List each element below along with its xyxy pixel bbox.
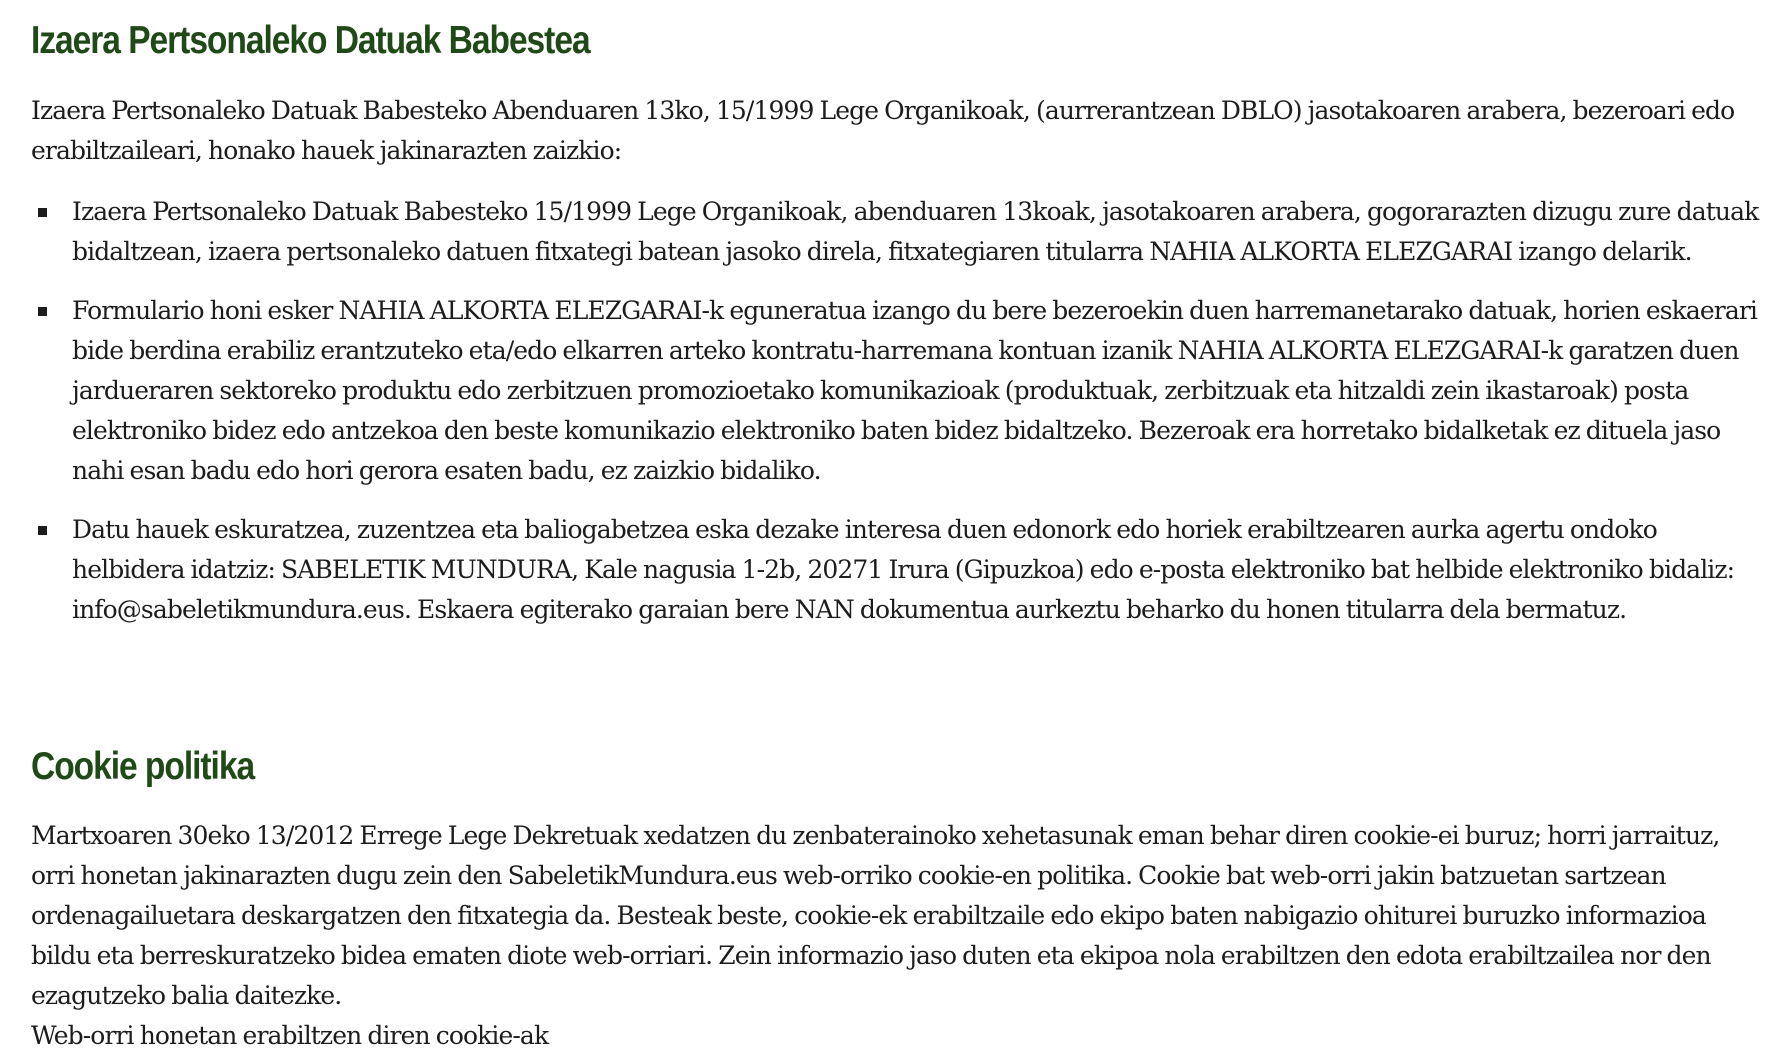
square-bullet-icon [38, 208, 47, 217]
square-bullet-icon [38, 526, 47, 535]
list-item [31, 192, 1766, 272]
square-bullet-icon [38, 307, 47, 316]
cookie-heading: Cookie politika [31, 745, 255, 788]
privacy-list [31, 192, 1766, 649]
list-item-text: Datu hauek eskuratzea, zuzentzea eta baliogabetzea eska dezake interesa duen edonork edo horiek erabiltzearen aurka agertu ondoko helbidera idatziz: SABELETIK MUNDURA, Kale nagusia 1-2b, 20271 Irura (Gipuzkoa) edo e-posta elektroniko bat helbide elektroniko bidaliz: info@sabeletikmundura.eus. Eskaera egiterako garaian bere NAN dokumentua aurkeztu beharko du honen titularra dela bermatuz. [72, 515, 1735, 624]
list-item [31, 510, 1766, 630]
cookie-subtext: Web-orri honetan erabiltzen diren cookie-ak [31, 1021, 549, 1050]
cookie-paragraph: Martxoaren 30eko 13/2012 Errege Lege Dekretuak xedatzen du zenbaterainoko xehetasunak eman behar diren cookie-ei buruz; horri jarraituz, orri honetan jakinarazten dugu zein den SabeletikMundura.eus web-orriko cookie-en politika. Cookie bat web-orri jakin batzuetan sartzean ordenagailuetara deskargatzen den fitxategia da. Besteak beste, cookie-ek erabiltzaile edo ekipo baten nabigazio ohiturei buruzko informazioa bildu eta berreskuratzeko bidea ematen diote web-orriari. Zein informazio jaso duten eta ekipoa nola erabiltzen den edota erabiltzailea nor den ezagutzeko balia daitezke. [31, 821, 1720, 1010]
privacy-heading: Izaera Pertsonaleko Datuak Babestea [31, 19, 590, 62]
list-item [31, 291, 1766, 491]
privacy-intro: Izaera Pertsonaleko Datuak Babesteko Abenduaren 13ko, 15/1999 Lege Organikoak, (aurrerantzean DBLO) jasotakoaren arabera, bezeroari edo erabiltzaileari, honako hauek jakinarazten zaizkio: [31, 96, 1735, 165]
list-item-text: Izaera Pertsonaleko Datuak Babesteko 15/1999 Lege Organikoak, abenduaren 13koak, jasotakoaren arabera, gogorarazten dizugu zure datuak bidaltzean, izaera pertsonaleko datuen fitxategi batean jasoko direla, fitxategiaren titularra NAHIA ALKORTA ELEZGARAI izango delarik. [72, 197, 1759, 266]
list-item-text: Formulario honi esker NAHIA ALKORTA ELEZGARAI-k eguneratua izango du bere bezeroekin duen harremanetarako datuak, horien eskaerari bide berdina erabiliz erantzuteko eta/edo elkarren arteko kontratu-harremana kontuan izanik NAHIA ALKORTA ELEZGARAI-k garatzen duen jardueraren sektoreko produktu edo zerbitzuen promozioetako komunikazioak (produktuak, zerbitzuak eta hitzaldi zein ikastaroak) posta elektroniko bidez edo antzekoa den beste komunikazio elektroniko baten bidez bidaltzeko. Bezeroak era horretako bidalketak ez dituela jaso nahi esan badu edo hori gerora esaten badu, ez zaizkio bidaliko. [72, 296, 1757, 485]
